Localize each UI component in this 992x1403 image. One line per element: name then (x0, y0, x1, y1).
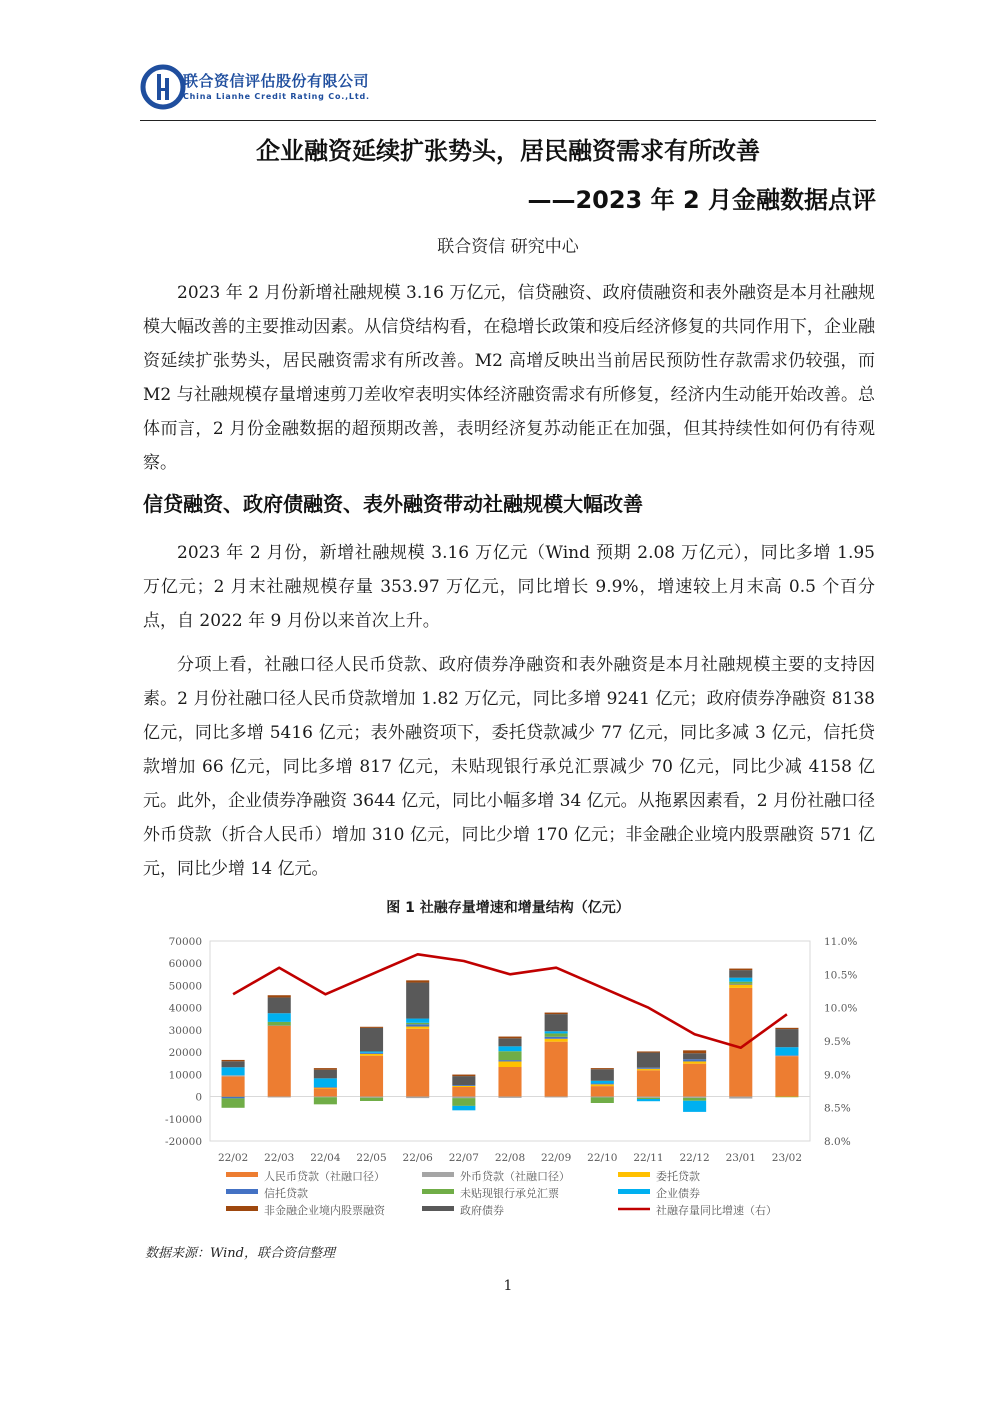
chart-bar-segment (222, 1061, 245, 1067)
legend-swatch (618, 1172, 650, 1177)
legend-swatch (422, 1189, 454, 1194)
chart-bar-segment (775, 1097, 798, 1098)
chart-bar-segment (591, 1081, 614, 1084)
chart-bar-segment (360, 1056, 383, 1097)
left-axis-tick-label: 0 (195, 1091, 202, 1104)
chart-bar-segment (775, 1028, 798, 1029)
report-subtitle: ——2023 年 2 月金融数据点评 (527, 186, 876, 214)
chart-bar-segment (683, 1053, 706, 1059)
chart-bar-segment (591, 1084, 614, 1086)
right-axis-tick-label: 8.0% (824, 1136, 851, 1148)
chart-bar-segment (775, 1056, 798, 1096)
chart-bar-segment (360, 1051, 383, 1052)
chart-bar-segment (591, 1068, 614, 1069)
intro-paragraph: 2023 年 2 月份新增社融规模 3.16 万亿元，信贷融资、政府债融资和表外融资是本月社融规模大幅改善的主要推动因素。从信贷结构看，在稳增长政策和疫后经济修复的共同作用下，企业融资延续扩张势头，居民融资需求有所改善。M2 高增反映出当前居民预防性存款需求仍较强，而 M2 与社融规模存量增速剪刀差收窄表明实体经济融资需求有所修复，经济内生动能开始改善。总体而言，2 月份金融数据的超预期改善，表明经济复苏动能正在加强，但其持续性如何仍有待观察。 (143, 283, 875, 473)
chart-bar-segment (222, 1098, 245, 1107)
chart-bar-segment (452, 1086, 475, 1087)
chart-bar-segment (729, 969, 752, 971)
chart-bar-segment (545, 1031, 568, 1033)
chart-bar-segment (360, 1097, 383, 1098)
body-paragraph-1: 2023 年 2 月份，新增社融规模 3.16 万亿元（Wind 预期 2.08 万亿元），同比多增 1.95 万亿元；2 月末社融规模存量 353.97 万亿元，同比增长 9.9%，增速较上月末高 0.5 个百分点，自 2022 年 9 月份以来首次上升。 (143, 543, 875, 631)
x-axis-tick-label: 22/06 (402, 1152, 433, 1164)
chart-bar-segment (591, 1086, 614, 1096)
chart-bar-segment (591, 1097, 614, 1103)
chart-bar-segment (683, 1101, 706, 1112)
data-source-note: 数据来源：Wind，联合资信整理 (145, 1246, 335, 1261)
chart-bar-segment (775, 1055, 798, 1056)
chart-bar-segment (637, 1099, 660, 1101)
x-axis-tick-label: 22/09 (541, 1152, 572, 1164)
chart-bar-segment (545, 1033, 568, 1036)
x-axis-tick-label: 22/07 (448, 1152, 479, 1164)
x-axis-tick-label: 22/11 (633, 1152, 664, 1164)
legend-label: 社融存量同比增速（右） (656, 1204, 777, 1217)
right-axis-tick-label: 10.0% (824, 1002, 858, 1015)
chart-bar-segment (545, 1039, 568, 1042)
chart-bar-segment (222, 1076, 245, 1096)
x-axis-tick-label: 22/03 (264, 1152, 295, 1164)
chart-bar-segment (498, 1046, 521, 1051)
chart-bar-segment (268, 1025, 291, 1026)
social-financing-chart (140, 925, 876, 1225)
header-divider (140, 120, 876, 121)
x-axis-tick-label: 22/12 (679, 1152, 710, 1164)
chart-bar-segment (683, 1050, 706, 1053)
chart-bar-segment (360, 1028, 383, 1052)
chart-bar-segment (406, 1097, 429, 1099)
chart-bar-segment (637, 1068, 660, 1069)
company-name-cn: 联合资信评估股份有限公司 (183, 72, 370, 90)
report-title: 企业融资延续扩张势头，居民融资需求有所改善 (256, 137, 760, 165)
left-axis-tick-label: -10000 (165, 1113, 202, 1126)
legend-swatch (422, 1172, 454, 1177)
chart-bar-segment (452, 1087, 475, 1097)
chart-bar-segment (314, 1097, 337, 1104)
left-axis-tick-label: 50000 (168, 980, 202, 993)
legend-label: 企业债券 (656, 1187, 700, 1200)
chart-bar-segment (637, 1069, 660, 1071)
right-axis-tick-label: 9.5% (824, 1036, 851, 1048)
chart-bar-segment (452, 1106, 475, 1110)
legend-label: 外币贷款（社融口径） (460, 1170, 570, 1183)
x-axis-tick-label: 22/10 (587, 1152, 618, 1164)
left-axis-tick-label: 10000 (168, 1069, 202, 1082)
legend-swatch (618, 1189, 650, 1194)
chart-bar-segment (637, 1053, 660, 1068)
legend-label: 信托贷款 (264, 1187, 308, 1200)
x-axis-tick-label: 22/08 (494, 1152, 526, 1164)
chart-bar-segment (314, 1068, 337, 1070)
chart-bar-segment (406, 980, 429, 982)
chart-bar-segment (683, 1059, 706, 1061)
chart-bar-segment (360, 1053, 383, 1054)
x-axis-tick-label: 22/04 (310, 1152, 341, 1164)
left-axis-tick-label: 60000 (168, 958, 202, 971)
chart-bar-segment (775, 1029, 798, 1047)
chart-bar-segment (268, 1026, 291, 1097)
chart-bar-segment (545, 1037, 568, 1039)
x-axis-tick-label: 23/02 (771, 1152, 803, 1164)
chart-bar-segment (314, 1078, 337, 1087)
chart-bar-segment (360, 1054, 383, 1056)
chart-bar-segment (268, 1013, 291, 1022)
chart-bar-segment (498, 1060, 521, 1061)
section-heading: 信贷融资、政府债融资、表外融资带动社融规模大幅改善 (143, 492, 643, 516)
legend-label: 人民币贷款（社融口径） (264, 1170, 385, 1183)
chart-bar-segment (498, 1038, 521, 1046)
chart-bar-segment (729, 982, 752, 984)
chart-bar-segment (268, 995, 291, 997)
chart-bar-segment (498, 1061, 521, 1067)
chart-bar-segment (314, 1087, 337, 1088)
chart-bar-segment (360, 1098, 383, 1101)
right-axis-tick-label: 8.5% (824, 1102, 851, 1115)
chart-bar-segment (406, 1023, 429, 1025)
chart-bar-segment (314, 1089, 337, 1097)
chart-bar-segment (498, 1097, 521, 1098)
chart-bar-segment (591, 1069, 614, 1081)
chart-bar-segment (222, 1097, 245, 1099)
chart-bar-segment (268, 997, 291, 1013)
lianhe-logo-icon (140, 64, 186, 110)
chart-bar-segment (545, 1014, 568, 1031)
chart-bar-segment (498, 1067, 521, 1097)
chart-bar-segment (591, 1083, 614, 1084)
x-axis-tick-label: 22/05 (356, 1152, 387, 1164)
chart-bar-segment (406, 1019, 429, 1023)
chart-bar-segment (729, 1097, 752, 1099)
legend-swatch (226, 1206, 258, 1211)
chart-bar-segment (637, 1051, 660, 1052)
x-axis-tick-label: 22/02 (217, 1152, 249, 1164)
chart-bar-segment (683, 1061, 706, 1063)
chart-bar-segment (683, 1097, 706, 1098)
chart-bar-segment (775, 1047, 798, 1055)
chart-bar-segment (729, 978, 752, 982)
chart-bar-segment (314, 1070, 337, 1079)
chart-bar-segment (452, 1075, 475, 1077)
chart-bar-segment (268, 1022, 291, 1025)
chart-bar-segment (498, 1051, 521, 1060)
chart-bar-segment (406, 983, 429, 1019)
chart-bar-segment (268, 1097, 291, 1098)
left-axis-tick-label: 30000 (168, 1024, 202, 1037)
chart-bar-segment (683, 1064, 706, 1097)
left-axis-tick-label: 40000 (168, 1002, 202, 1015)
chart-bar-segment (729, 984, 752, 985)
chart-bar-segment (222, 1060, 245, 1061)
chart-bar-segment (637, 1097, 660, 1098)
chart-bar-segment (360, 1027, 383, 1028)
chart-bar-segment (222, 1067, 245, 1075)
legend-label: 政府债券 (460, 1204, 504, 1217)
chart-bar-segment (222, 1075, 245, 1076)
chart-bar-segment (729, 985, 752, 988)
author-line: 联合资信 研究中心 (437, 237, 579, 257)
chart-bar-segment (545, 1042, 568, 1097)
legend-label: 未贴现银行承兑汇票 (460, 1187, 559, 1200)
left-axis-tick-label: 20000 (168, 1047, 202, 1060)
legend-swatch (422, 1206, 454, 1211)
chart-bar-segment (545, 1097, 568, 1098)
chart-bar-segment (452, 1098, 475, 1106)
chart-bar-segment (452, 1085, 475, 1086)
chart-bar-segment (683, 1098, 706, 1101)
left-axis-tick-label: 70000 (168, 936, 202, 948)
left-axis-tick-label: -20000 (165, 1136, 202, 1148)
chart-bar-segment (498, 1037, 521, 1039)
chart-bar-segment (591, 1097, 614, 1098)
right-axis-tick-label: 9.0% (824, 1069, 851, 1082)
chart-bar-segment (406, 1027, 429, 1029)
x-axis-tick-label: 23/01 (725, 1152, 756, 1164)
page-number: 1 (503, 1278, 513, 1294)
chart-bar-segment (637, 1098, 660, 1099)
company-name-en: China Lianhe Credit Rating Co.,Ltd. (183, 92, 370, 101)
chart-bar-segment (729, 970, 752, 978)
legend-swatch (226, 1172, 258, 1177)
right-axis-tick-label: 10.5% (824, 969, 858, 982)
chart-bar-segment (406, 1029, 429, 1097)
body-paragraph-2: 分项上看，社融口径人民币贷款、政府债券净融资和表外融资是本月社融规模主要的支持因素。2 月份社融口径人民币贷款增加 1.82 万亿元，同比多增 9241 亿元；政府债券净融资 8138 亿元，同比多增 5416 亿元；表外融资项下，委托贷款减少 77 亿元，同比多减 3 亿元，信托贷款增加 66 亿元，同比多增 817 亿元，未贴现银行承兑汇票减少 70 亿元，同比少减 4158 亿元。此外，企业债券净融资 3644 亿元，同比小幅多增 34 亿元。从拖累因素看，2 月份社融口径外币贷款（折合人民币）增加 310 亿元，同比少增 170 亿元；非金融企业境内股票融资 571 亿元，同比少增 14 亿元。 (143, 655, 875, 879)
figure-title: 图 1 社融存量增速和增量结构（亿元） (386, 900, 630, 916)
chart-bar-segment (637, 1070, 660, 1096)
chart-line-series (233, 954, 787, 1047)
chart-bar-segment (545, 1013, 568, 1015)
chart-bar-segment (314, 1088, 337, 1089)
legend-swatch (226, 1189, 258, 1194)
chart-bar-segment (452, 1097, 475, 1099)
right-axis-tick-label: 11.0% (824, 936, 858, 948)
chart-bar-segment (406, 1024, 429, 1026)
chart-bar-segment (314, 1097, 337, 1098)
legend-label: 非金融企业境内股票融资 (264, 1204, 385, 1217)
chart-bar-segment (452, 1076, 475, 1085)
legend-label: 委托贷款 (656, 1170, 700, 1183)
